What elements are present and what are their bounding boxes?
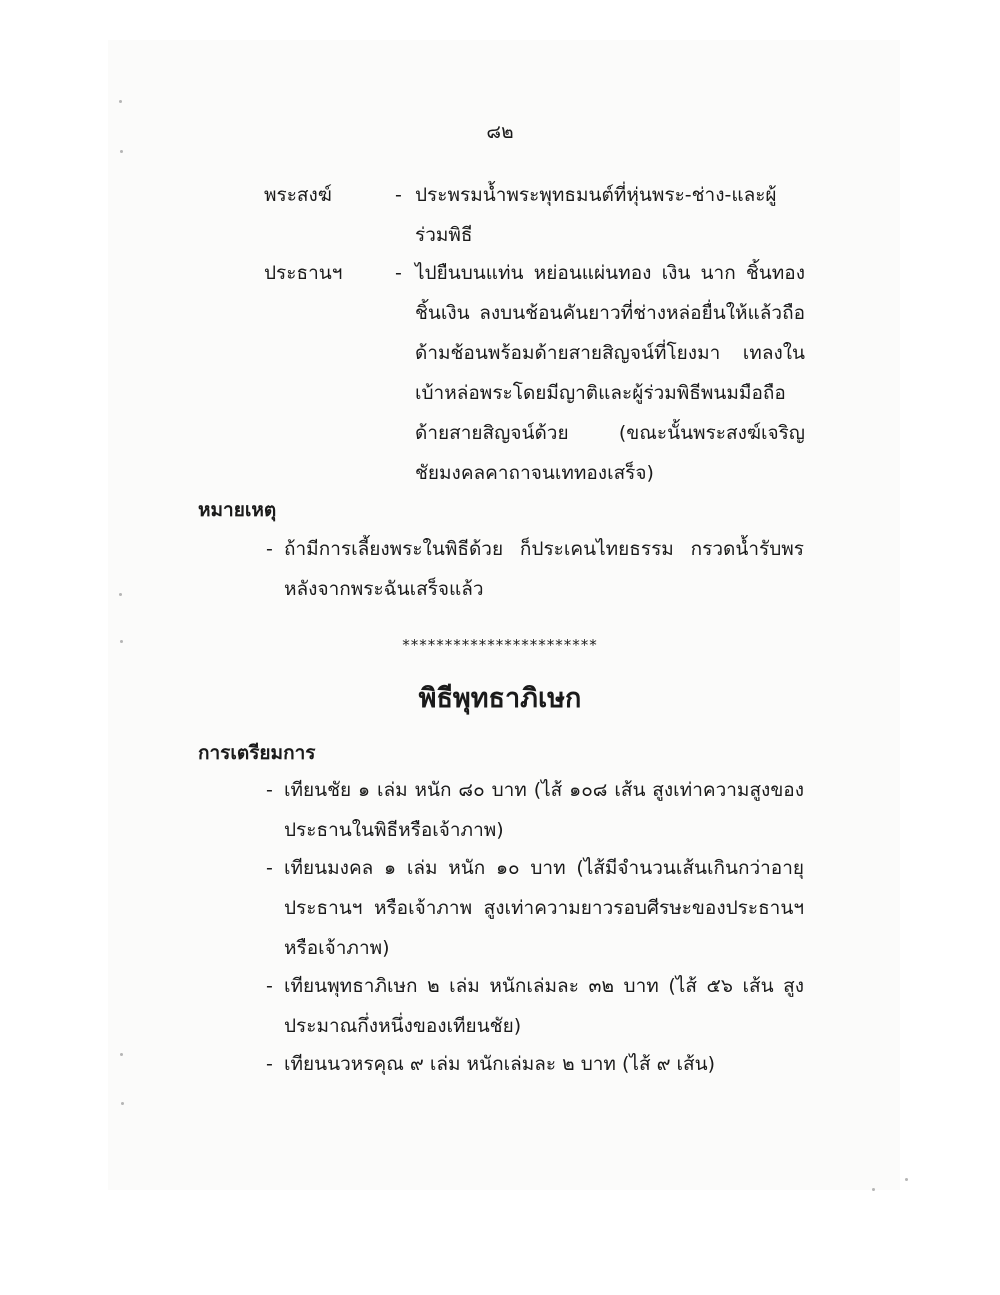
role-name: ประธานฯ [264,262,343,284]
bullet-dash: - [395,262,402,284]
role-instruction: ประพรมน้ำพระพุทธมนต์ที่หุ่นพระ-ช่าง-และผู้ร่วมพิธี [415,184,777,246]
scan-speck [119,100,122,103]
page-number: ๘๒ [486,121,514,143]
role-name: พระสงฆ์ [264,184,332,206]
scan-speck [905,1178,908,1181]
preparation-text: เทียนมงคล ๑ เล่ม หนัก ๑๐ บาท (ไส้มีจำนวนเส้นเกินกว่าอายุประธานฯ หรือเจ้าภาพ สูงเท่าความยาวรอบศีรษะของประธานฯ หรือเจ้าภาพ) [284,857,804,959]
preparation-heading: การเตรียมการ [198,742,316,764]
scan-speck [872,1188,875,1191]
bullet-dash: - [266,1053,273,1075]
note-heading: หมายเหตุ [198,499,277,521]
asterisk-divider: *********************** [402,636,598,654]
bullet-dash: - [266,857,273,879]
section-title: พิธีพุทธาภิเษก [418,683,582,714]
note-text: ถ้ามีการเลี้ยงพระในพิธีด้วย ก็ประเคนไทยธรรม กรวดน้ำรับพรหลังจากพระฉันเสร็จแล้ว [284,538,804,600]
bullet-dash: - [266,538,273,560]
role-instruction: ไปยืนบนแท่น หย่อนแผ่นทอง เงิน นาก ชิ้นทอง ชิ้นเงิน ลงบนช้อนคันยาวที่ช่างหล่อยื่นให้แล้วถือด้ามช้อนพร้อมด้ายสายสิญจน์ที่โยงมา เทลงในเบ้าหล่อพระโดยมีญาติและผู้ร่วมพิธีพนมมือถือด้ายสายสิญจน์ด้วย (ขณะนั้นพระสงฆ์เจริญชัยมงคลคาถาจนเททองเสร็จ) [415,262,805,484]
preparation-text: เทียนพุทธาภิเษก ๒ เล่ม หนักเล่มละ ๓๒ บาท (ไส้ ๕๖ เส้น สูงประมาณกึ่งหนึ่งของเทียนชัย) [284,975,804,1037]
scan-speck [120,1053,123,1056]
preparation-text: เทียนนวหรคุณ ๙ เล่ม หนักเล่มละ ๒ บาท (ไส้ ๙ เส้น) [284,1053,716,1075]
scan-speck [120,150,123,153]
scan-speck [121,1102,124,1105]
bullet-dash: - [266,975,273,997]
bullet-dash: - [266,779,273,801]
preparation-text: เทียนชัย ๑ เล่ม หนัก ๘๐ บาท (ไส้ ๑๐๘ เส้น สูงเท่าความสูงของประธานในพิธีหรือเจ้าภาพ) [284,779,804,841]
bullet-dash: - [395,184,402,206]
scan-speck [119,593,122,596]
